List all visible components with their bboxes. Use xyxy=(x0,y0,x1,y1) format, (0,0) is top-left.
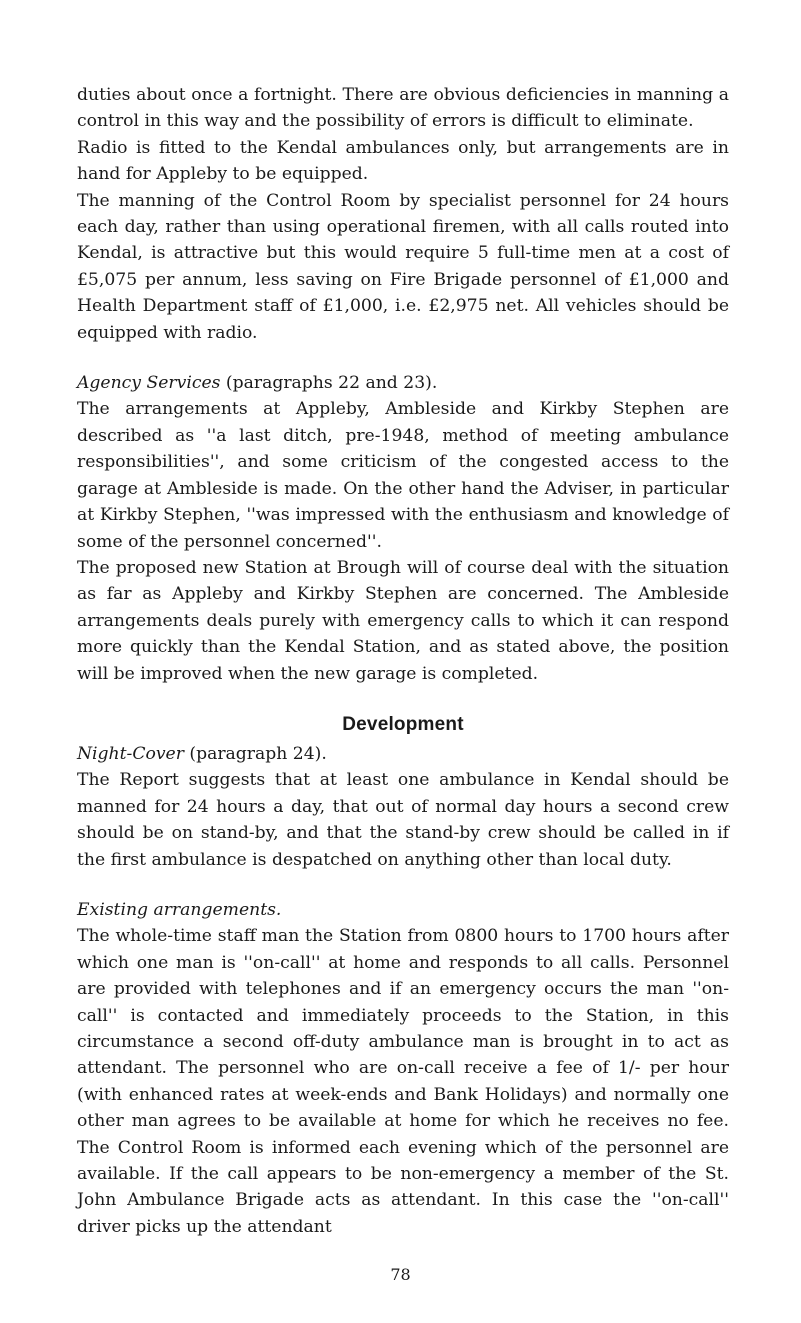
paragraph-agency-arrangements: The arrangements at Appleby, Ambleside and Kirkby Stephen are described as ''a last ditch, pre-1948, method of meeting ambulance responsibilities'', and some criticism of the congested access to the garage at Ambleside is made. On the other hand the Adviser, in particular at Kirkby Stephen, ''was impressed with the enthusiasm and knowledge of some of the personnel concerned''. xyxy=(77,399,729,552)
paragraph-existing-arrangements: The whole-time staff man the Station from 0800 hours to 1700 hours after which one man is ''on-call'' at home and responds to all calls. Personnel are provided with telephones and if an emergency occurs the man ''on-call'' is contacted and immediately proceeds to the Station, in this circumstance a second off-duty ambulance man is brought in to act as attendant. The personnel who are on-call receive a fee of 1/- per hour (with enhanced rates at week-ends and Bank Holidays) and normally one other man agrees to be available at home for which he receives no fee. The Control Room is informed each evening which of the personnel are available. If the call appears to be non-emergency a member of the St. John Ambulance Brigade acts as attendant. In this case the ''on-call'' driver picks up the attendant xyxy=(77,926,729,1237)
page-number: 78 xyxy=(390,1265,411,1284)
night-cover-heading xyxy=(77,741,729,767)
agency-services-heading-rest: (paragraphs 22 and 23). xyxy=(220,373,438,394)
spacer xyxy=(77,687,729,711)
paragraph-control-deficiencies: duties about once a fortnight. There are obvious deficiencies in manning a control in this way and the possibility of errors is difficult to eliminate. xyxy=(77,85,729,132)
night-cover-heading-italic: Night-Cover xyxy=(77,743,184,764)
spacer xyxy=(77,873,729,897)
night-cover-heading-rest: (paragraph 24). xyxy=(183,743,327,764)
agency-services-heading xyxy=(77,370,729,396)
document-page xyxy=(77,82,729,1240)
paragraph-night-cover: The Report suggests that at least one ambulance in Kendal should be manned for 24 hours a day, that out of normal day hours a second crew should be on stand-by, and that the stand-by crew should be called in if the first ambulance is despatched on anything other than local duty. xyxy=(77,770,729,870)
spacer xyxy=(77,346,729,370)
paragraph-control-room-manning: The manning of the Control Room by specialist personnel for 24 hours each day, rather than using operational firemen, with all calls routed into Kendal, is attractive but this would require 5 full-time men at a cost of £5,075 per annum, less saving on Fire Brigade personnel of £1,000 and Health Department staff of £1,000, i.e. £2,975 net. All vehicles should be equipped with radio. xyxy=(77,190,729,343)
section-heading-development: Development xyxy=(342,713,464,735)
existing-arrangements-heading xyxy=(77,897,729,923)
agency-services-heading-italic: Agency Services xyxy=(77,373,221,394)
paragraph-brough-station: The proposed new Station at Brough will of course deal with the situation as far as Appleby and Kirkby Stephen are concerned. The Ambleside arrangements deals purely with emergency calls to which it can respond more quickly than the Kendal Station, and as stated above, the position will be improved when the new garage is completed. xyxy=(77,557,729,684)
paragraph-radio: Radio is fitted to the Kendal ambulances only, but arrangements are in hand for Appleby to be equipped. xyxy=(77,137,729,185)
existing-arrangements-heading-italic: Existing arrangements. xyxy=(77,899,282,920)
